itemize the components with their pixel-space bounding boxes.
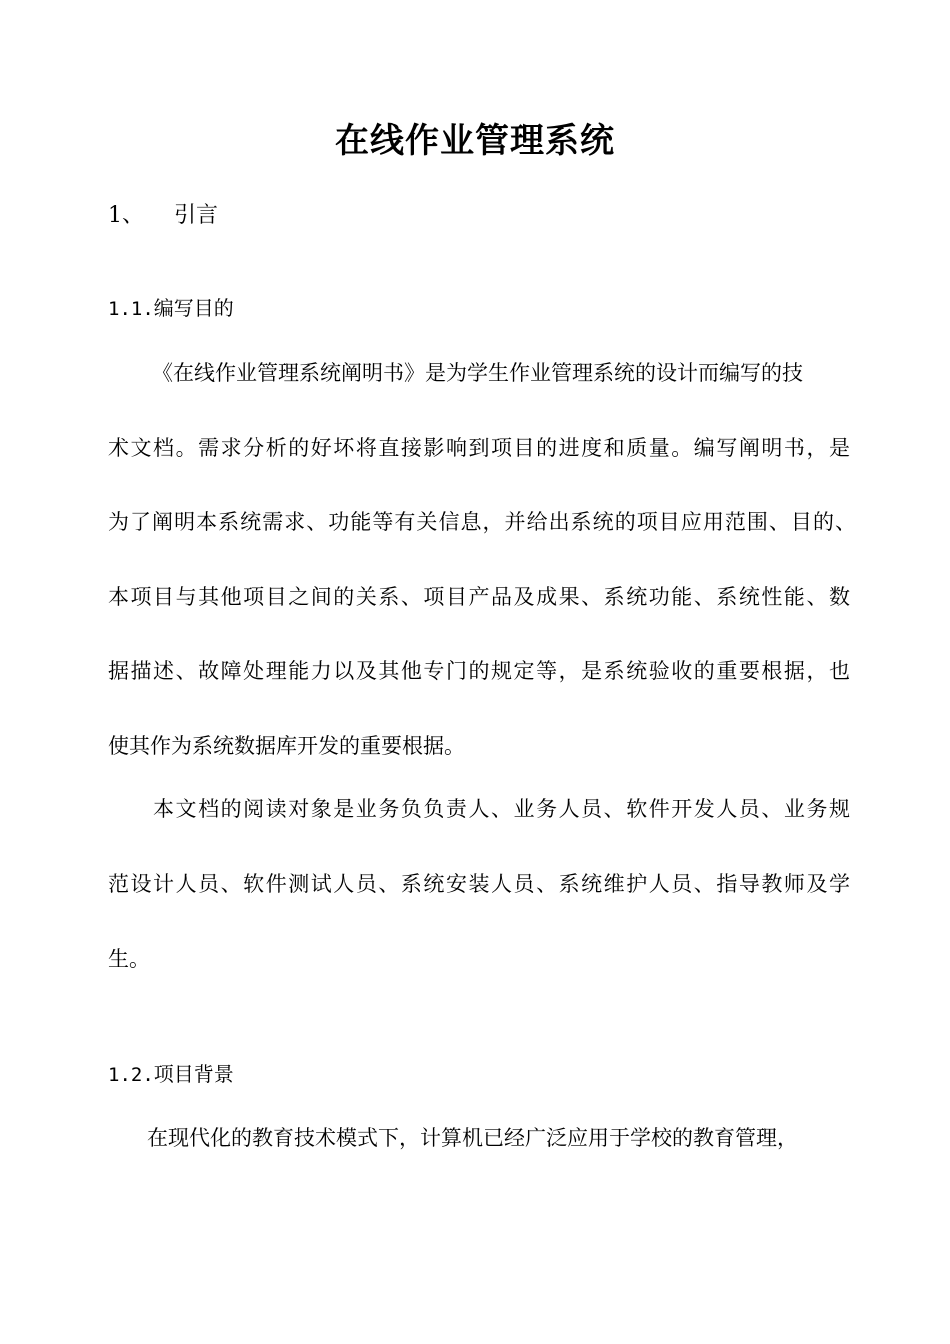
section-1-1-number: 1.1. — [108, 298, 154, 320]
paragraph-line: 术文档。需求分析的好坏将直接影响到项目的进度和质量。编写阐明书，是 — [108, 436, 850, 460]
section-1-heading — [108, 198, 218, 234]
section-1-2-number: 1.2. — [108, 1064, 154, 1086]
section-1-2-heading — [108, 1058, 234, 1091]
paragraph-line: 在现代化的教育技术模式下，计算机已经广泛应用于学校的教育管理， — [147, 1126, 798, 1150]
paragraph-line: 为了阐明本系统需求、功能等有关信息，并给出系统的项目应用范围、目的、 — [108, 510, 856, 534]
paragraph-line: 据描述、故障处理能力以及其他专门的规定等，是系统验收的重要根据，也 — [108, 659, 850, 683]
section-1-number: 1、 — [108, 203, 144, 228]
paragraph-line: 使其作为系统数据库开发的重要根据。 — [108, 734, 465, 758]
section-1-title: 引言 — [174, 203, 219, 228]
section-1-2-title: 项目背景 — [153, 1062, 234, 1086]
paragraph-line: 范设计人员、软件测试人员、系统安装人员、系统维护人员、指导教师及学 — [108, 872, 850, 896]
paragraph-line: 本项目与其他项目之间的关系、项目产品及成果、系统功能、系统性能、数 — [108, 585, 850, 609]
document-title: 在线作业管理系统 — [335, 121, 615, 161]
section-1-1-title: 编写目的 — [153, 296, 234, 320]
section-1-1-heading — [108, 292, 234, 325]
paragraph-line: 生。 — [108, 947, 150, 971]
paragraph-line: 《在线作业管理系统阐明书》是为学生作业管理系统的设计而编写的技 — [152, 361, 803, 385]
paragraph-line: 本文档的阅读对象是业务负负责人、业务人员、软件开发人员、业务规 — [153, 797, 850, 821]
